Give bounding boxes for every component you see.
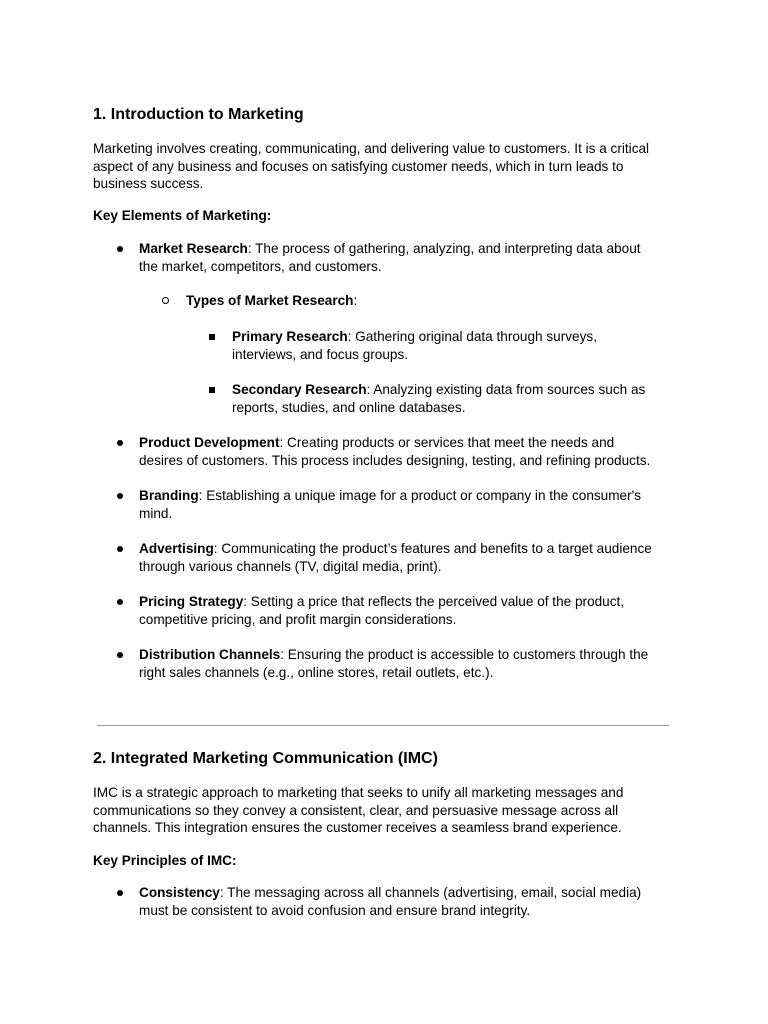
key-principles-label: Key Principles of IMC:: [93, 853, 237, 868]
item-text: :: [353, 293, 358, 308]
list-item-secondary-research: [232, 381, 645, 416]
bullet-disc: [117, 246, 123, 252]
item-text: desires of customers. This process includes designing, testing, and refining products.: [139, 452, 651, 468]
item-term: Secondary Research: [232, 382, 367, 397]
intro-line: communications so they convey a consistent, clear, and persuasive message across all: [93, 802, 619, 818]
item-term: Market Research: [139, 241, 248, 256]
section-2-heading: 2. Integrated Marketing Communication (IMC): [93, 750, 438, 767]
item-term: Consistency: [139, 885, 220, 900]
item-text: must be consistent to avoid confusion and ensure brand integrity.: [139, 902, 531, 918]
item-term: Branding: [139, 488, 199, 503]
bullet-disc: [117, 890, 123, 896]
item-text: : The messaging across all channels (advertising, email, social media): [219, 885, 642, 900]
item-text: : Gathering original data through surveys,: [347, 329, 597, 344]
list-item-primary-research: [232, 328, 597, 363]
intro-line: IMC is a strategic approach to marketing that seeks to unify all marketing messages and: [93, 785, 624, 800]
item-text: : Creating products or services that meet the needs and: [279, 435, 615, 450]
section-1-heading: 1. Introduction to Marketing: [93, 106, 304, 123]
list-item-market-research: [139, 240, 641, 275]
item-term: Types of Market Research: [186, 293, 354, 308]
intro-line: Marketing involves creating, communicating, and delivering value to customers. It is a critical: [93, 141, 650, 156]
bullet-disc: [117, 652, 123, 658]
item-text: : Setting a price that reflects the perceived value of the product,: [243, 594, 625, 609]
bullet-disc: [117, 440, 123, 446]
item-text: reports, studies, and online databases.: [232, 399, 466, 415]
item-text: the market, competitors, and customers.: [139, 258, 382, 274]
bullet-disc: [117, 599, 123, 605]
list-item-distribution-channels: [139, 646, 648, 681]
bullet-square: [209, 387, 215, 393]
list-item-branding: [139, 487, 641, 522]
key-elements-label: Key Elements of Marketing:: [93, 208, 272, 223]
bullet-circle: [162, 297, 169, 304]
bullet-disc: [117, 493, 123, 499]
item-term: Primary Research: [232, 329, 348, 344]
item-term: Product Development: [139, 435, 280, 450]
item-text: through various channels (TV, digital media, print).: [139, 558, 442, 574]
list-item-advertising: [139, 540, 652, 575]
item-text: right sales channels (e.g., online stores, retail outlets, etc.).: [139, 664, 494, 680]
item-term: Pricing Strategy: [139, 594, 244, 609]
intro-line: channels. This integration ensures the customer receives a seamless brand experience.: [93, 820, 622, 836]
intro-line: business success.: [93, 176, 204, 192]
list-item-pricing-strategy: [139, 593, 624, 628]
intro-line: aspect of any business and focuses on satisfying customer needs, which in turn leads to: [93, 158, 624, 174]
section-1-intro: [93, 140, 683, 193]
item-text: : Ensuring the product is accessible to customers through the: [280, 647, 649, 662]
list-item-types-of-market-research: [186, 292, 357, 310]
list-item-consistency: [139, 884, 641, 919]
item-text: interviews, and focus groups.: [232, 346, 409, 362]
bullet-disc: [117, 546, 123, 552]
item-text: mind.: [139, 505, 173, 521]
section-divider: [97, 725, 669, 726]
bullet-square: [209, 334, 215, 340]
item-text: : Analyzing existing data from sources such as: [366, 382, 646, 397]
item-term: Distribution Channels: [139, 647, 281, 662]
list-item-product-development: [139, 434, 650, 469]
item-term: Advertising: [139, 541, 214, 556]
item-text: : Establishing a unique image for a product or company in the consumer's: [198, 488, 642, 503]
item-text: competitive pricing, and profit margin considerations.: [139, 611, 457, 627]
item-text: : Communicating the product’s features and benefits to a target audience: [213, 541, 652, 556]
item-text: : The process of gathering, analyzing, and interpreting data about: [247, 241, 641, 256]
section-2-intro: [93, 784, 683, 837]
